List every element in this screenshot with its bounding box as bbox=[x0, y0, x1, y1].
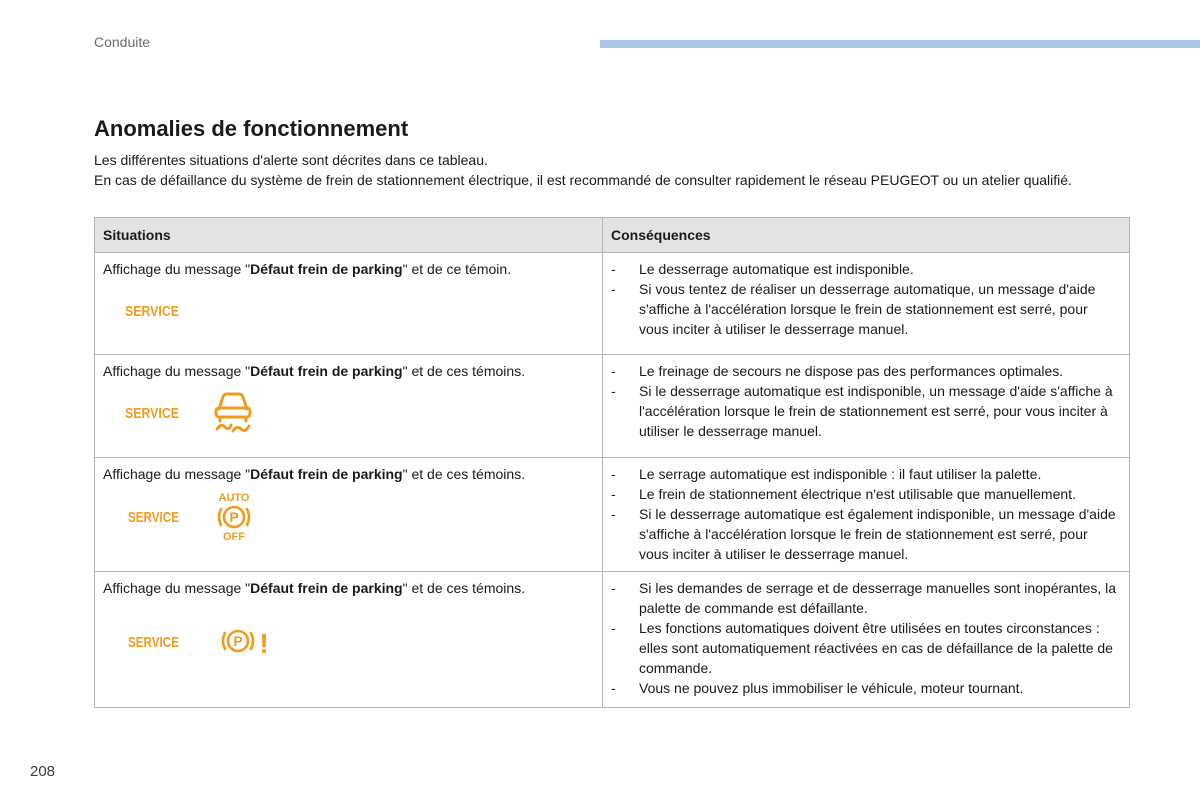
svg-text:!: ! bbox=[259, 628, 269, 659]
consequences-cell bbox=[603, 458, 1130, 572]
intro-line-2: En cas de défaillance du système de frein de stationnement électrique, il est recommandé de consulter rapidement le réseau PEUGEOT ou un atelier qualifié. bbox=[94, 172, 1072, 188]
message-name: Défaut frein de parking bbox=[250, 261, 403, 277]
list-item: - Le frein de stationnement électrique n'est utilisable que manuellement. bbox=[611, 486, 1076, 502]
situation-text: Affichage du message "Défaut frein de parking" et de ces témoins. bbox=[103, 466, 526, 482]
svg-text:SERVICE: SERVICE bbox=[128, 509, 179, 526]
situation-cell bbox=[95, 355, 603, 458]
list-item: - Si le desserrage automatique est indisponible, un message d'aide s'affiche à l'accélération lorsque le frein de stationnement est serré, pour vous inciter à utiliser le desserrage manuel. bbox=[611, 383, 1113, 439]
situation-cell bbox=[95, 458, 603, 572]
svg-text:SERVICE: SERVICE bbox=[125, 303, 179, 320]
svg-text:SERVICE: SERVICE bbox=[125, 405, 179, 422]
list-item: - Le desserrage automatique est indisponible. bbox=[611, 261, 914, 277]
table-row bbox=[95, 572, 1130, 708]
intro-line-1: Les différentes situations d'alerte sont décrites dans ce tableau. bbox=[94, 152, 488, 168]
table-header-row bbox=[95, 218, 1130, 253]
service-warning-icon bbox=[128, 630, 184, 652]
consequences-cell bbox=[603, 572, 1130, 708]
list-item: - Si le desserrage automatique est également indisponible, un message d'aide s'affiche à l'accélération lorsque le frein de stationnement est serré, pour vous inciter à utiliser le desserrage manuel. bbox=[611, 506, 1116, 562]
page-title: Anomalies de fonctionnement bbox=[94, 116, 409, 141]
situation-cell bbox=[95, 253, 603, 355]
header-bar bbox=[600, 40, 1200, 48]
message-name: Défaut frein de parking bbox=[250, 580, 403, 596]
table-row bbox=[95, 253, 1130, 355]
situation-cell bbox=[95, 572, 603, 708]
service-warning-icon bbox=[125, 401, 181, 423]
message-name: Défaut frein de parking bbox=[250, 363, 403, 379]
svg-text:OFF: OFF bbox=[223, 531, 245, 543]
consequences-cell bbox=[603, 253, 1130, 355]
header-consequences: Conséquences bbox=[603, 218, 1130, 253]
consequences-cell bbox=[603, 355, 1130, 458]
header-situations: Situations bbox=[95, 218, 603, 253]
list-item: - Le freinage de secours ne dispose pas des performances optimales. bbox=[611, 363, 1064, 379]
svg-text:P: P bbox=[229, 509, 239, 525]
svg-text:P: P bbox=[233, 633, 243, 649]
page-number: 208 bbox=[30, 763, 56, 780]
svg-text:AUTO: AUTO bbox=[218, 492, 250, 504]
intro-text bbox=[94, 150, 1134, 190]
situation-text: Affichage du message "Défaut frein de parking" et de ces témoins. bbox=[103, 363, 526, 379]
situation-text: Affichage du message "Défaut frein de parking" et de ce témoin. bbox=[103, 261, 512, 277]
situation-text: Affichage du message "Défaut frein de parking" et de ces témoins. bbox=[103, 580, 526, 596]
table-row bbox=[95, 458, 1130, 572]
anomalies-table bbox=[94, 217, 1130, 708]
message-name: Défaut frein de parking bbox=[250, 466, 403, 482]
list-item: - Si vous tentez de réaliser un desserrage automatique, un message d'aide s'affiche à l'accélération lorsque le frein de stationnement est serré, pour vous inciter à utiliser le desserrage manuel. bbox=[611, 281, 1096, 337]
svg-text:SERVICE: SERVICE bbox=[128, 634, 179, 651]
table-row bbox=[95, 355, 1130, 458]
running-header: Conduite bbox=[94, 34, 151, 50]
stability-control-icon bbox=[211, 389, 255, 435]
list-item: - Vous ne pouvez plus immobiliser le véhicule, moteur tournant. bbox=[611, 680, 1024, 696]
parking-brake-fault-icon bbox=[216, 624, 272, 658]
list-item: - Les fonctions automatiques doivent être utilisées en toutes circonstances : elles sont automatiquement réactivées en cas de défaillance de la palette de commande. bbox=[611, 620, 1113, 676]
auto-park-off-icon bbox=[212, 490, 256, 542]
service-warning-icon bbox=[125, 299, 181, 321]
service-warning-icon bbox=[128, 505, 184, 527]
list-item: - Si les demandes de serrage et de desserrage manuelles sont inopérantes, la palette de commande est défaillante. bbox=[611, 580, 1117, 616]
list-item: - Le serrage automatique est indisponible : il faut utiliser la palette. bbox=[611, 466, 1042, 482]
